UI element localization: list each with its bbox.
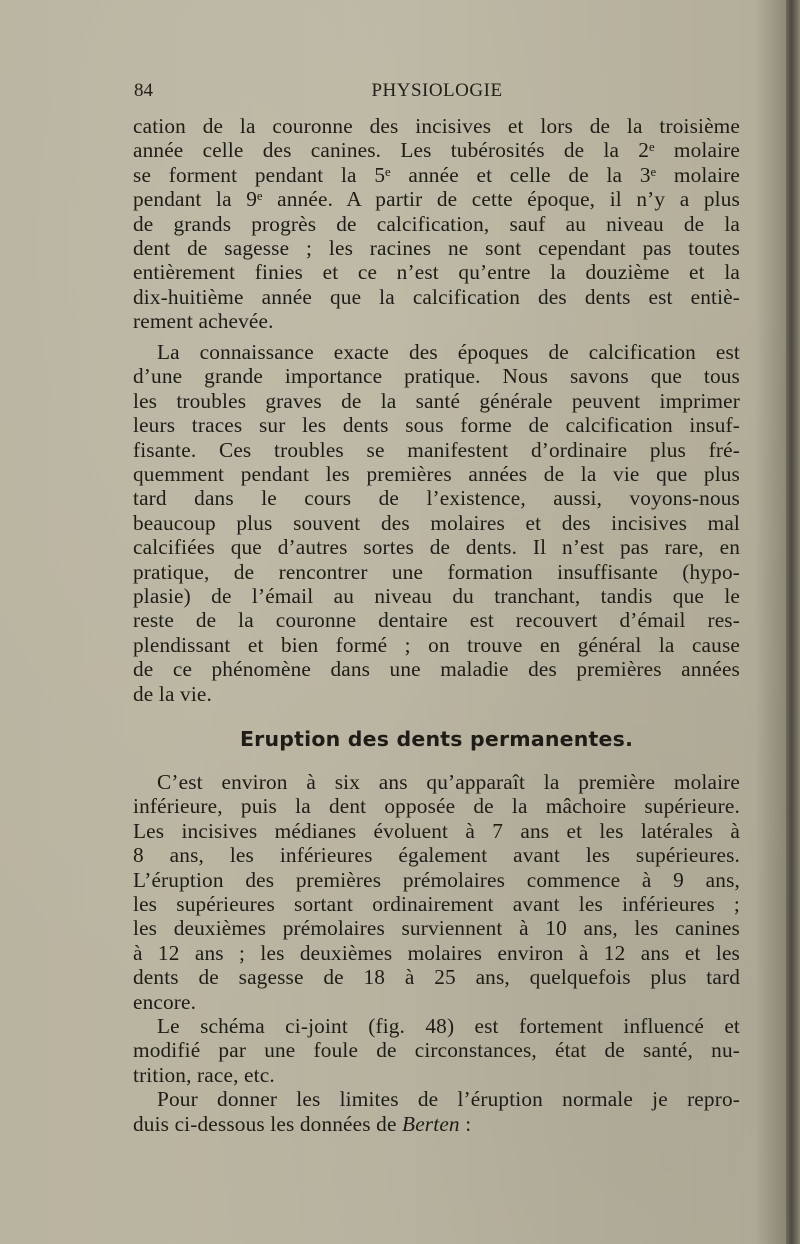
text-fragment: : [459, 1111, 472, 1136]
text-line: calcifiées que d’autres sortes de dents. Il n’est pas rare, en [133, 535, 740, 560]
text-line: les supérieures sortant ordinairement avant les inférieures ; [133, 892, 740, 917]
text-line: à 12 ans ; les deuxièmes molaires environ à 12 ans et les [133, 940, 740, 965]
text-line: C’est environ à six ans qu’apparaît la première molaire [157, 770, 740, 794]
text-line: leurs traces sur les dents sous forme de calcification insuf- [133, 413, 740, 438]
text-line: année celle des canines. Les tubérosités de la 2ᵉ molaire [133, 138, 740, 163]
text-line: trition, race, etc. [133, 1062, 275, 1087]
author-citation: Berten [402, 1111, 460, 1136]
text-line-with-citation [133, 1112, 740, 1136]
text-line: se forment pendant la 5ᵉ année et celle de la 3ᵉ molaire [133, 162, 740, 187]
text-line: reste de la couronne dentaire est recouvert d’émail res- [133, 608, 740, 633]
section-heading: Eruption des dents permanentes. [239, 727, 634, 751]
text-line: quemment pendant les premières années de la vie que plus [133, 462, 740, 487]
text-line: 8 ans, les inférieures également avant les supérieures. [133, 843, 740, 868]
text-line: cation de la couronne des incisives et lors de la troisième [133, 114, 740, 138]
text-line: les deuxièmes prémolaires surviennent à 10 ans, les canines [133, 916, 740, 941]
text-line: Pour donner les limites de l’éruption normale je repro- [157, 1087, 740, 1112]
running-title: PHYSIOLOGIE [371, 80, 503, 101]
text-line: de ce phénomène dans une maladie des premières années [133, 657, 740, 682]
paragraph-calcification-continued [133, 114, 740, 334]
text-line: tard dans le cours de l’existence, aussi, voyons-nous [133, 486, 740, 511]
text-line: dents de sagesse de 18 à 25 ans, quelquefois plus tard [133, 965, 740, 990]
text-line: L’éruption des premières prémolaires commence à 9 ans, [133, 867, 740, 892]
paragraph-calcification-importance [133, 340, 740, 706]
text-line: pendant la 9ᵉ année. A partir de cette époque, il n’y a plus [133, 187, 740, 212]
text-fragment: duis ci-dessous les données de [133, 1111, 403, 1136]
text-line: les troubles graves de la santé générale peuvent imprimer [133, 388, 740, 413]
text-line: Les incisives médianes évoluent à 7 ans et les latérales à [133, 818, 740, 843]
text-line: entièrement finies et ce n’est qu’entre la douzième et la [133, 260, 740, 285]
text-line: plendissant et bien formé ; on trouve en général la cause [133, 632, 740, 657]
text-line: La connaissance exacte des époques de calcification est [157, 340, 740, 364]
text-line: dent de sagesse ; les racines ne sont cependant pas toutes [133, 236, 740, 261]
text-line: inférieure, puis la dent opposée de la mâchoire supérieure. [133, 794, 740, 819]
text-line: encore. [133, 989, 197, 1014]
text-line: de grands progrès de calcification, sauf au niveau de la [133, 211, 740, 236]
text-line: d’une grande importance pratique. Nous savons que tous [133, 364, 740, 389]
section-body [133, 770, 740, 1136]
text-line: rement achevée. [133, 309, 274, 334]
text-line: fisante. Ces troubles se manifestent d’ordinaire plus fré- [133, 437, 740, 462]
page-number: 84 [134, 80, 153, 101]
text-line: plasie) de l’émail au niveau du tranchant, tandis que le [133, 584, 740, 609]
text-line: beaucoup plus souvent des molaires et des incisives mal [133, 510, 740, 535]
text-line: de la vie. [133, 681, 212, 706]
text-line: Le schéma ci-joint (fig. 48) est fortement influencé et [157, 1014, 740, 1039]
text-line: pratique, de rencontrer une formation insuffisante (hypo- [133, 559, 740, 584]
text-line: dix-huitième année que la calcification des dents est entiè- [133, 284, 740, 309]
text-line: modifié par une foule de circonstances, état de santé, nu- [133, 1038, 740, 1063]
book-spine-edge [786, 0, 800, 1244]
page-header [134, 80, 740, 104]
